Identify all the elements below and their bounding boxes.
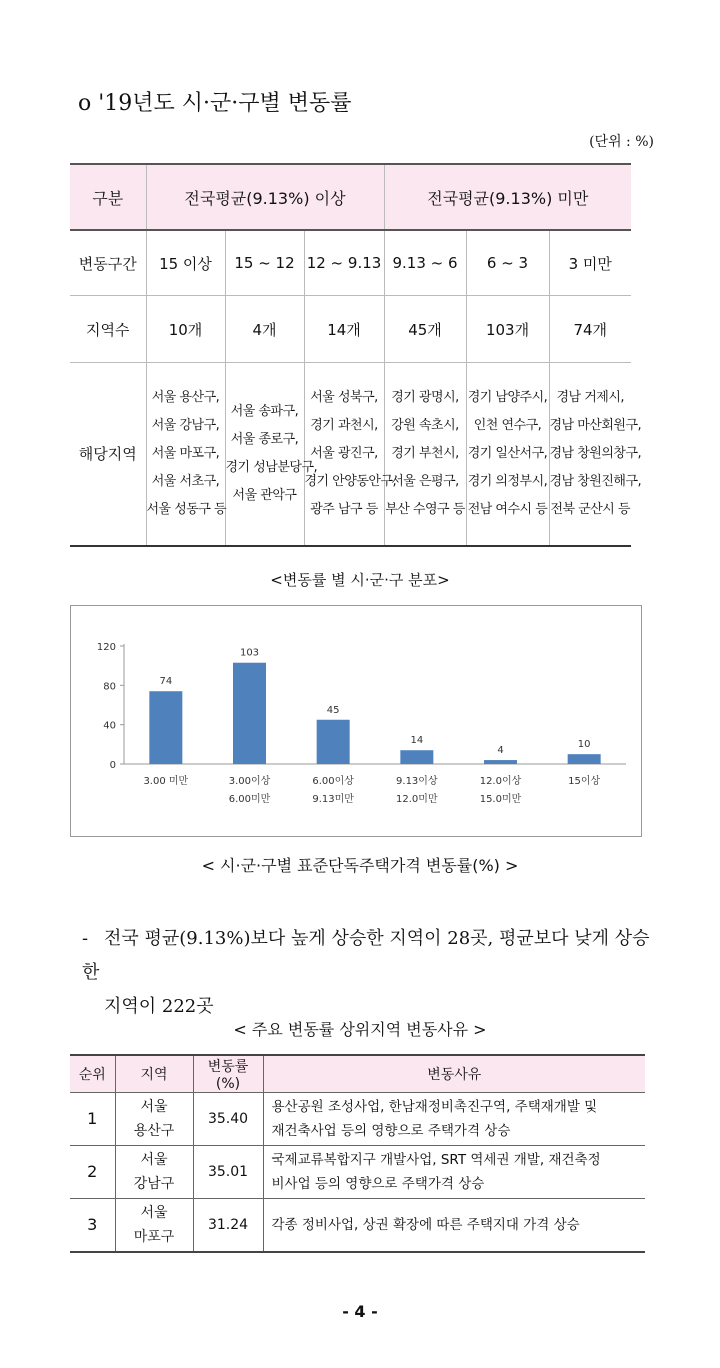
section-title: o '19년도 시·군·구별 변동률	[78, 91, 352, 116]
row-label-regions: 해당지역	[70, 363, 146, 547]
rank-cell: 2	[70, 1146, 115, 1199]
count-cell: 10개	[146, 296, 225, 363]
table-row	[70, 1146, 645, 1199]
region-name: 서울 용산구,	[151, 390, 220, 405]
region-name: 서울 종로구,	[230, 432, 299, 447]
reason-cell	[263, 1093, 645, 1146]
regions-cell	[384, 363, 466, 547]
count-cell: 14개	[304, 296, 384, 363]
region-name: 서울 마포구,	[151, 446, 220, 461]
summary-paragraph	[82, 922, 657, 1024]
region-name: 서울 관악구	[232, 488, 297, 503]
reason-cell	[263, 1199, 645, 1253]
region-name: 인천 연수구,	[473, 418, 542, 433]
region-name: 강원 속초시,	[391, 418, 459, 433]
x-tick-label: 15이상	[568, 776, 601, 787]
bar-value-label: 74	[159, 676, 173, 688]
reason-line: 용산공원 조성사업, 한남재정비촉진구역, 주택재개발 및	[271, 1099, 598, 1115]
regions-cell	[225, 363, 318, 547]
regions-cell	[304, 363, 397, 547]
rate-cell: 35.40	[193, 1093, 263, 1146]
bar-value-label: 4	[497, 745, 504, 757]
bar	[568, 754, 601, 764]
header-rate: 변동률(%)	[193, 1055, 263, 1093]
rate-cell: 31.24	[193, 1199, 263, 1253]
header-below-average: 전국평균(9.13%) 미만	[384, 164, 631, 230]
reason-line: 비사업 등의 영향으로 주택가격 상승	[271, 1176, 485, 1192]
region-name: 서울 성동구 등	[146, 502, 227, 517]
count-cell: 74개	[549, 296, 631, 363]
summary-line-1	[82, 922, 657, 990]
region-cell	[115, 1199, 193, 1253]
bar	[149, 691, 182, 764]
bullet-dash: -	[82, 928, 89, 949]
region-name: 경남 거제시,	[556, 390, 625, 405]
y-tick-label: 80	[103, 681, 116, 693]
count-cell: 103개	[466, 296, 549, 363]
x-tick-label: 6.00미만	[228, 794, 271, 805]
distribution-table	[70, 163, 642, 547]
region-name: 서울 송파구,	[230, 404, 299, 419]
bar-value-label: 45	[326, 704, 340, 716]
region-name: 경기 부천시,	[391, 446, 459, 461]
reasons-table	[70, 1054, 645, 1253]
region-name: 서울 서초구,	[151, 474, 220, 489]
count-cell: 4개	[225, 296, 304, 363]
range-cell: 9.13 ~ 6	[384, 230, 466, 296]
region-name: 부산 수영구 등	[385, 502, 465, 517]
region-city: 서울	[140, 1205, 168, 1221]
range-cell: 12 ~ 9.13	[304, 230, 384, 296]
header-rank: 순위	[70, 1055, 115, 1093]
x-tick-label: 3.00이상	[228, 776, 271, 787]
regions-cell	[146, 363, 225, 547]
x-tick-label: 15.0미만	[479, 794, 522, 805]
y-tick-label: 40	[103, 720, 116, 732]
region-name: 경기 안양동안구,	[304, 474, 397, 489]
region-name: 서울 강남구,	[151, 418, 220, 433]
reasons-caption: < 주요 변동률 상위지역 변동사유 >	[233, 1020, 487, 1039]
reason-cell	[263, 1146, 645, 1199]
bar	[233, 663, 266, 764]
reason-line: 국제교류복합지구 개발사업, SRT 역세권 개발, 재건축정	[271, 1152, 601, 1168]
bar-value-label: 14	[410, 735, 424, 747]
y-tick-label: 120	[96, 642, 116, 653]
x-tick-label: 12.0이상	[479, 776, 522, 787]
reason-line: 재건축사업 등의 영향으로 주택가격 상승	[271, 1123, 511, 1139]
rate-cell: 35.01	[193, 1146, 263, 1199]
region-name: 광주 남구 등	[310, 502, 378, 517]
region-name: 경남 창원의창구,	[549, 446, 642, 461]
chart-caption: < 시·군·구별 표준단독주택가격 변동률(%) >	[201, 856, 519, 875]
bar-value-label: 103	[239, 647, 260, 659]
summary-text-1: 전국 평균(9.13%)보다 높게 상승한 지역이 28곳, 평균보다 낮게 상승한	[82, 928, 650, 983]
x-tick-label: 9.13이상	[396, 776, 438, 787]
header-above-average: 전국평균(9.13%) 이상	[146, 164, 384, 230]
reason-line: 각종 정비사업, 상권 확장에 따른 주택지대 가격 상승	[271, 1217, 580, 1233]
region-name: 전북 군산시 등	[550, 502, 631, 517]
rank-cell: 3	[70, 1199, 115, 1253]
x-tick-label: 3.00 미만	[143, 776, 189, 787]
region-name: 경기 과천시,	[310, 418, 378, 433]
header-category: 구분	[70, 164, 146, 230]
region-cell	[115, 1146, 193, 1199]
region-district: 용산구	[133, 1123, 175, 1139]
row-label-range: 변동구간	[70, 230, 146, 296]
y-tick-label: 0	[109, 760, 116, 771]
header-reason: 변동사유	[263, 1055, 645, 1093]
region-name: 경남 창원진해구,	[549, 474, 642, 489]
header-region: 지역	[115, 1055, 193, 1093]
bar	[484, 760, 517, 764]
x-tick-label: 9.13미만	[312, 794, 354, 805]
region-cell	[115, 1093, 193, 1146]
table-row	[70, 1093, 645, 1146]
x-tick-label: 6.00이상	[312, 776, 354, 787]
regions-cell	[466, 363, 549, 547]
range-cell: 15 ~ 12	[225, 230, 304, 296]
region-city: 서울	[140, 1152, 168, 1168]
row-label-count: 지역수	[70, 296, 146, 363]
page-number: - 4 -	[342, 1302, 378, 1321]
region-name: 서울 광진구,	[310, 446, 378, 461]
region-city: 서울	[140, 1099, 168, 1115]
table-row	[70, 1199, 645, 1253]
table-caption: <변동률 별 시·군·구 분포>	[270, 571, 450, 589]
bar	[317, 720, 350, 764]
region-district: 강남구	[133, 1176, 175, 1192]
range-cell: 15 이상	[146, 230, 225, 296]
region-name: 서울 은평구,	[391, 474, 459, 489]
bar-chart	[70, 605, 642, 837]
range-cell: 3 미만	[549, 230, 631, 296]
chart-svg	[71, 606, 641, 836]
unit-label: (단위 : %)	[589, 134, 654, 150]
rank-cell: 1	[70, 1093, 115, 1146]
summary-line-2: 지역이 222곳	[104, 996, 214, 1017]
x-tick-label: 12.0미만	[396, 794, 438, 805]
bar	[400, 750, 433, 764]
region-name: 경기 일산서구,	[467, 446, 548, 461]
region-name: 경기 남양주시,	[467, 390, 548, 405]
region-name: 경기 광명시,	[391, 390, 459, 405]
region-name: 전남 여수시 등	[467, 502, 548, 517]
region-name: 서울 성북구,	[310, 390, 378, 405]
range-cell: 6 ~ 3	[466, 230, 549, 296]
regions-cell	[549, 363, 642, 547]
region-name: 경기 의정부시,	[467, 474, 548, 489]
count-cell: 45개	[384, 296, 466, 363]
region-name: 경기 성남분당구,	[225, 460, 318, 475]
bar-value-label: 10	[577, 739, 591, 751]
region-name: 경남 마산회원구,	[549, 418, 642, 433]
region-district: 마포구	[133, 1229, 175, 1245]
